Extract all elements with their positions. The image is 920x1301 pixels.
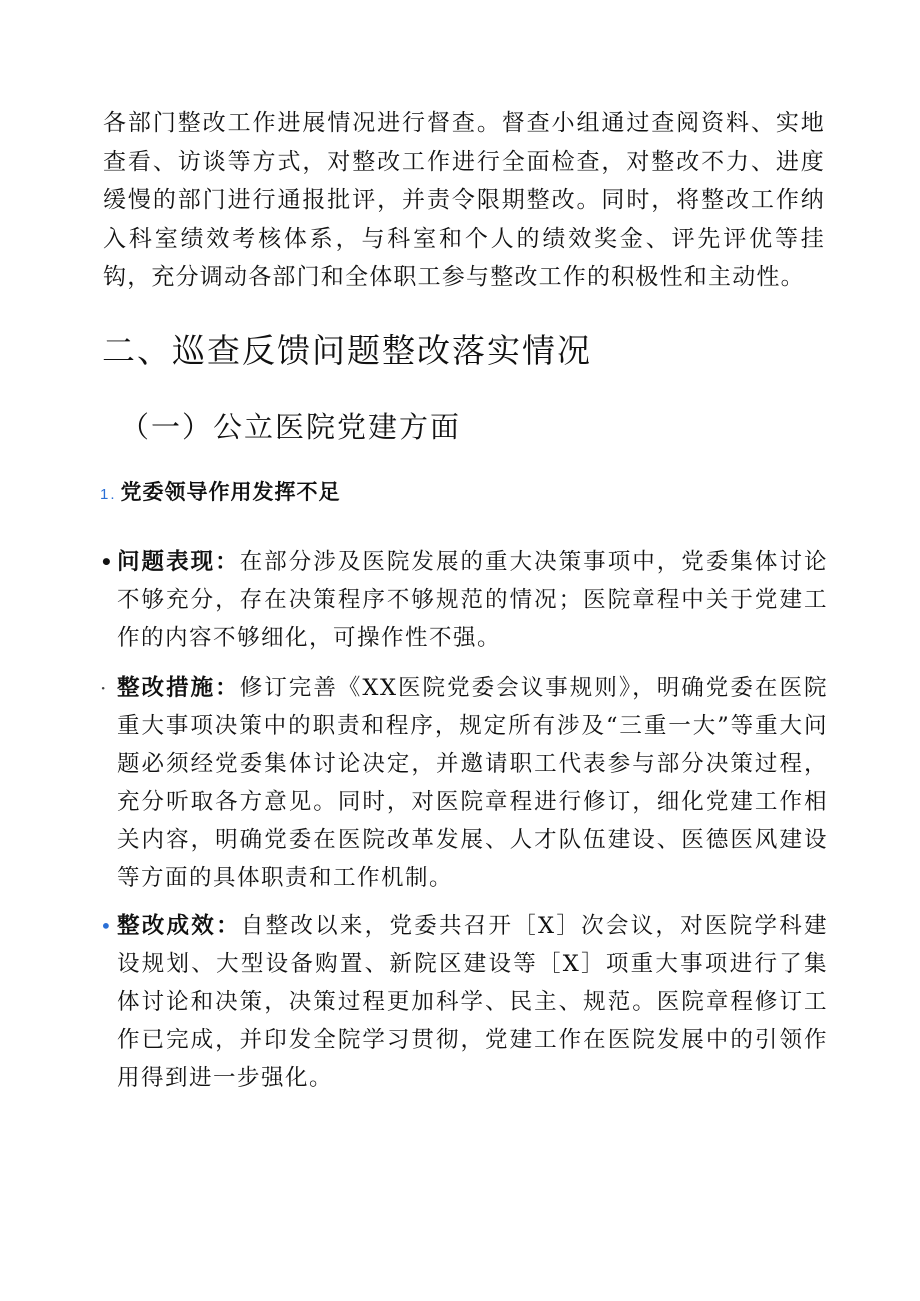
- bullet-marker: •: [100, 550, 113, 574]
- subsection-heading: （一）公立医院党建方面: [120, 410, 462, 444]
- bullet-body: [117, 543, 828, 657]
- bullet-label: 整改措施：: [117, 675, 240, 701]
- bullet-body: [117, 669, 828, 897]
- bullet-marker: •: [100, 914, 112, 938]
- bullet-text: 在部分涉及医院发展的重大决策事项中，党委集体讨论不够充分，存在决策程序不够规范的情况；医院章程中关于党建工作的内容不够细化，可操作性不强。: [117, 549, 828, 651]
- bullet-measures: [100, 669, 828, 897]
- bullet-results: [100, 907, 828, 1097]
- bullet-text: 自整改以来，党委共召开［X］次会议，对医院学科建设规划、大型设备购置、新院区建设等［X］项重大事项进行了集体讨论和决策，决策过程更加科学、民主、规范。医院章程修订工作已完成，并印发全院学习贯彻，党建工作在医院发展中的引领作用得到进一步强化。: [117, 913, 828, 1091]
- bullet-problem: [100, 543, 828, 657]
- item-heading: [100, 476, 341, 511]
- bullet-marker: ·: [100, 676, 107, 700]
- bullet-text: 修订完善《XX医院党委会议事规则》，明确党委在医院重大事项决策中的职责和程序，规定所有涉及“三重一大”等重大问题必须经党委集体讨论决定，并邀请职工代表参与部分决策过程，充分听取各方意见。同时，对医院章程进行修订，细化党建工作相关内容，明确党委在医院改革发展、人才队伍建设、医德医风建设等方面的具体职责和工作机制。: [117, 675, 828, 891]
- bullet-body: [117, 907, 828, 1097]
- item-heading-text: 党委领导作用发挥不足: [120, 479, 341, 504]
- bullet-label: 整改成效：: [117, 913, 241, 939]
- item-number: 1.: [100, 486, 117, 503]
- intro-paragraph: 各部门整改工作进展情况进行督查。督查小组通过查阅资料、实地查看、访谈等方式，对整改工作进行全面检查，对整改不力、进度缓慢的部门进行通报批评，并责令限期整改。同时，将整改工作纳入科室绩效考核体系，与科室和个人的绩效奖金、评先评优等挂钩，充分调动各部门和全体职工参与整改工作的积极性和主动性。: [103, 110, 825, 290]
- section-heading: 二、巡查反馈问题整改落实情况: [102, 331, 592, 370]
- bullet-label: 问题表现：: [117, 549, 240, 575]
